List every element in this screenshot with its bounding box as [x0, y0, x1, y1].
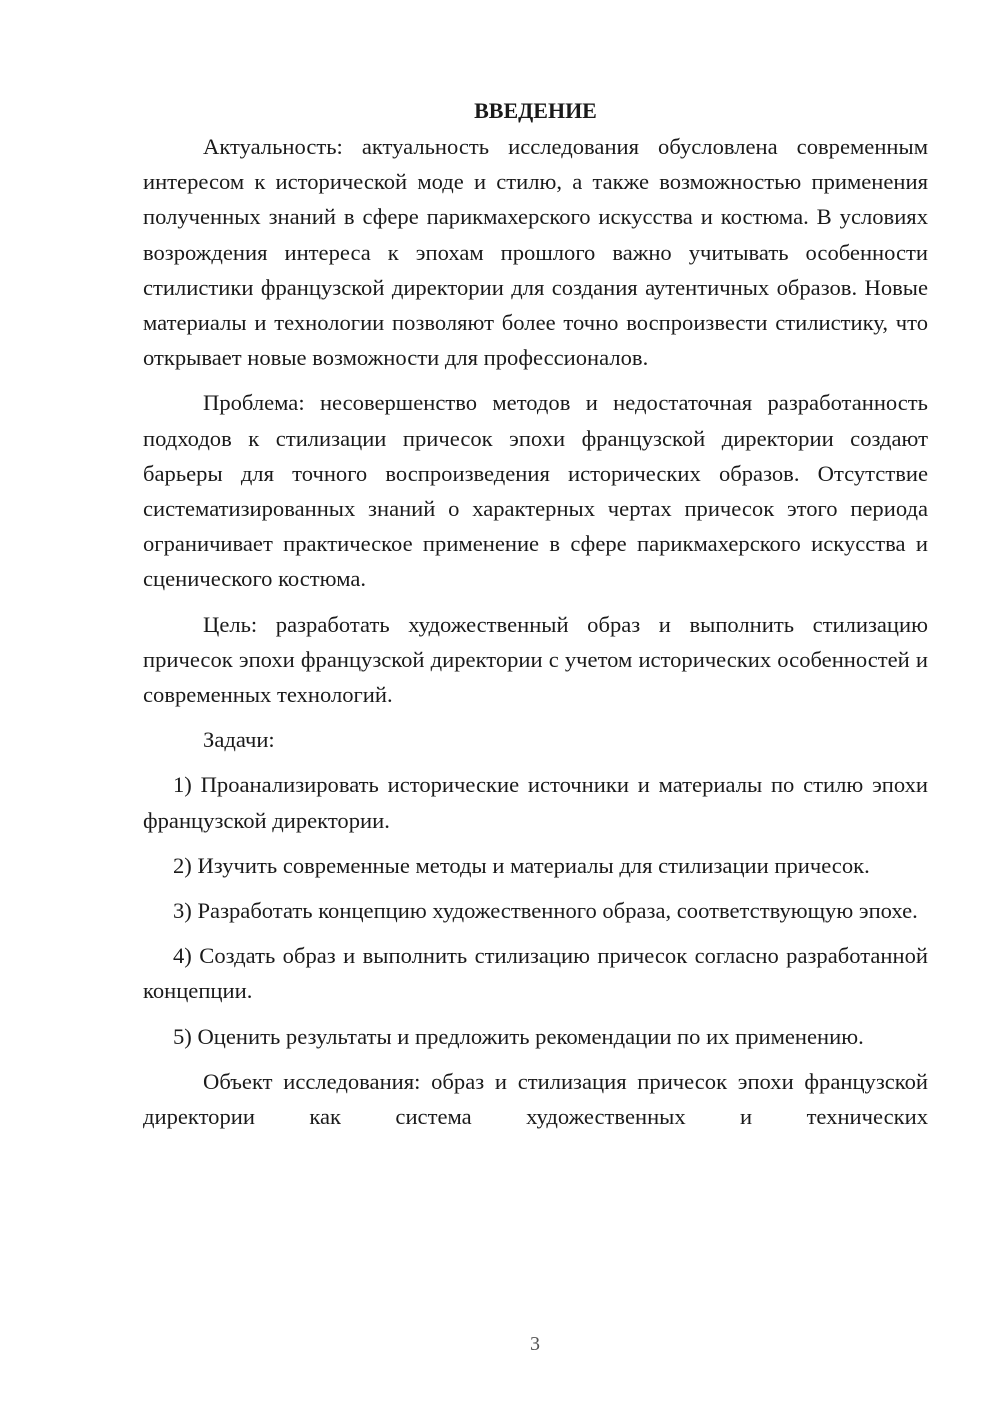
tasks-heading: Задачи:: [203, 727, 275, 753]
paragraph-problem: Проблема: несовершенство методов и недостаточная разработанность подходов к стилизации причесок эпохи французской директории создают барьеры для точного воспроизведения исторических образов. Отсутствие систематизированных знаний о характерных чертах причесок этого периода ограничивает практическое применение в сфере парикмахерского искусства и сценического костюма.: [143, 390, 928, 592]
task-item-3: 3) Разработать концепцию художественного образа, соответствующую эпохе.: [173, 898, 918, 924]
document-page: [143, 92, 928, 1134]
paragraph-goal: Цель: разработать художественный образ и выполнить стилизацию причесок эпохи французской директории с учетом исторических особенностей и современных технологий.: [143, 611, 928, 708]
paragraph-relevance: Актуальность: актуальность исследования обусловлена современным интересом к исторической моде и стилю, а также возможностью применения полученных знаний в сфере парикмахерского искусства и костюма. В условиях возрождения интереса к эпохам прошлого важно учитывать особенности стилистики французской директории для создания аутентичных образов. Новые материалы и технологии позволяют более точно воспроизвести стилистику, что открывает новые возможности для профессионалов.: [143, 134, 928, 371]
task-item-1: 1) Проанализировать исторические источники и материалы по стилю эпохи французской директории.: [143, 772, 928, 833]
task-item-5: 5) Оценить результаты и предложить рекомендации по их применению.: [173, 1023, 864, 1049]
task-item-2: 2) Изучить современные методы и материалы для стилизации причесок.: [173, 852, 870, 878]
section-title: ВВЕДЕНИЕ: [474, 98, 597, 123]
paragraph-object: Объект исследования: образ и стилизация причесок эпохи французской директории как система художественных и технических: [143, 1068, 928, 1130]
page-number: 3: [530, 1333, 540, 1355]
task-item-4: 4) Создать образ и выполнить стилизацию причесок согласно разработанной концепции.: [143, 943, 928, 1004]
